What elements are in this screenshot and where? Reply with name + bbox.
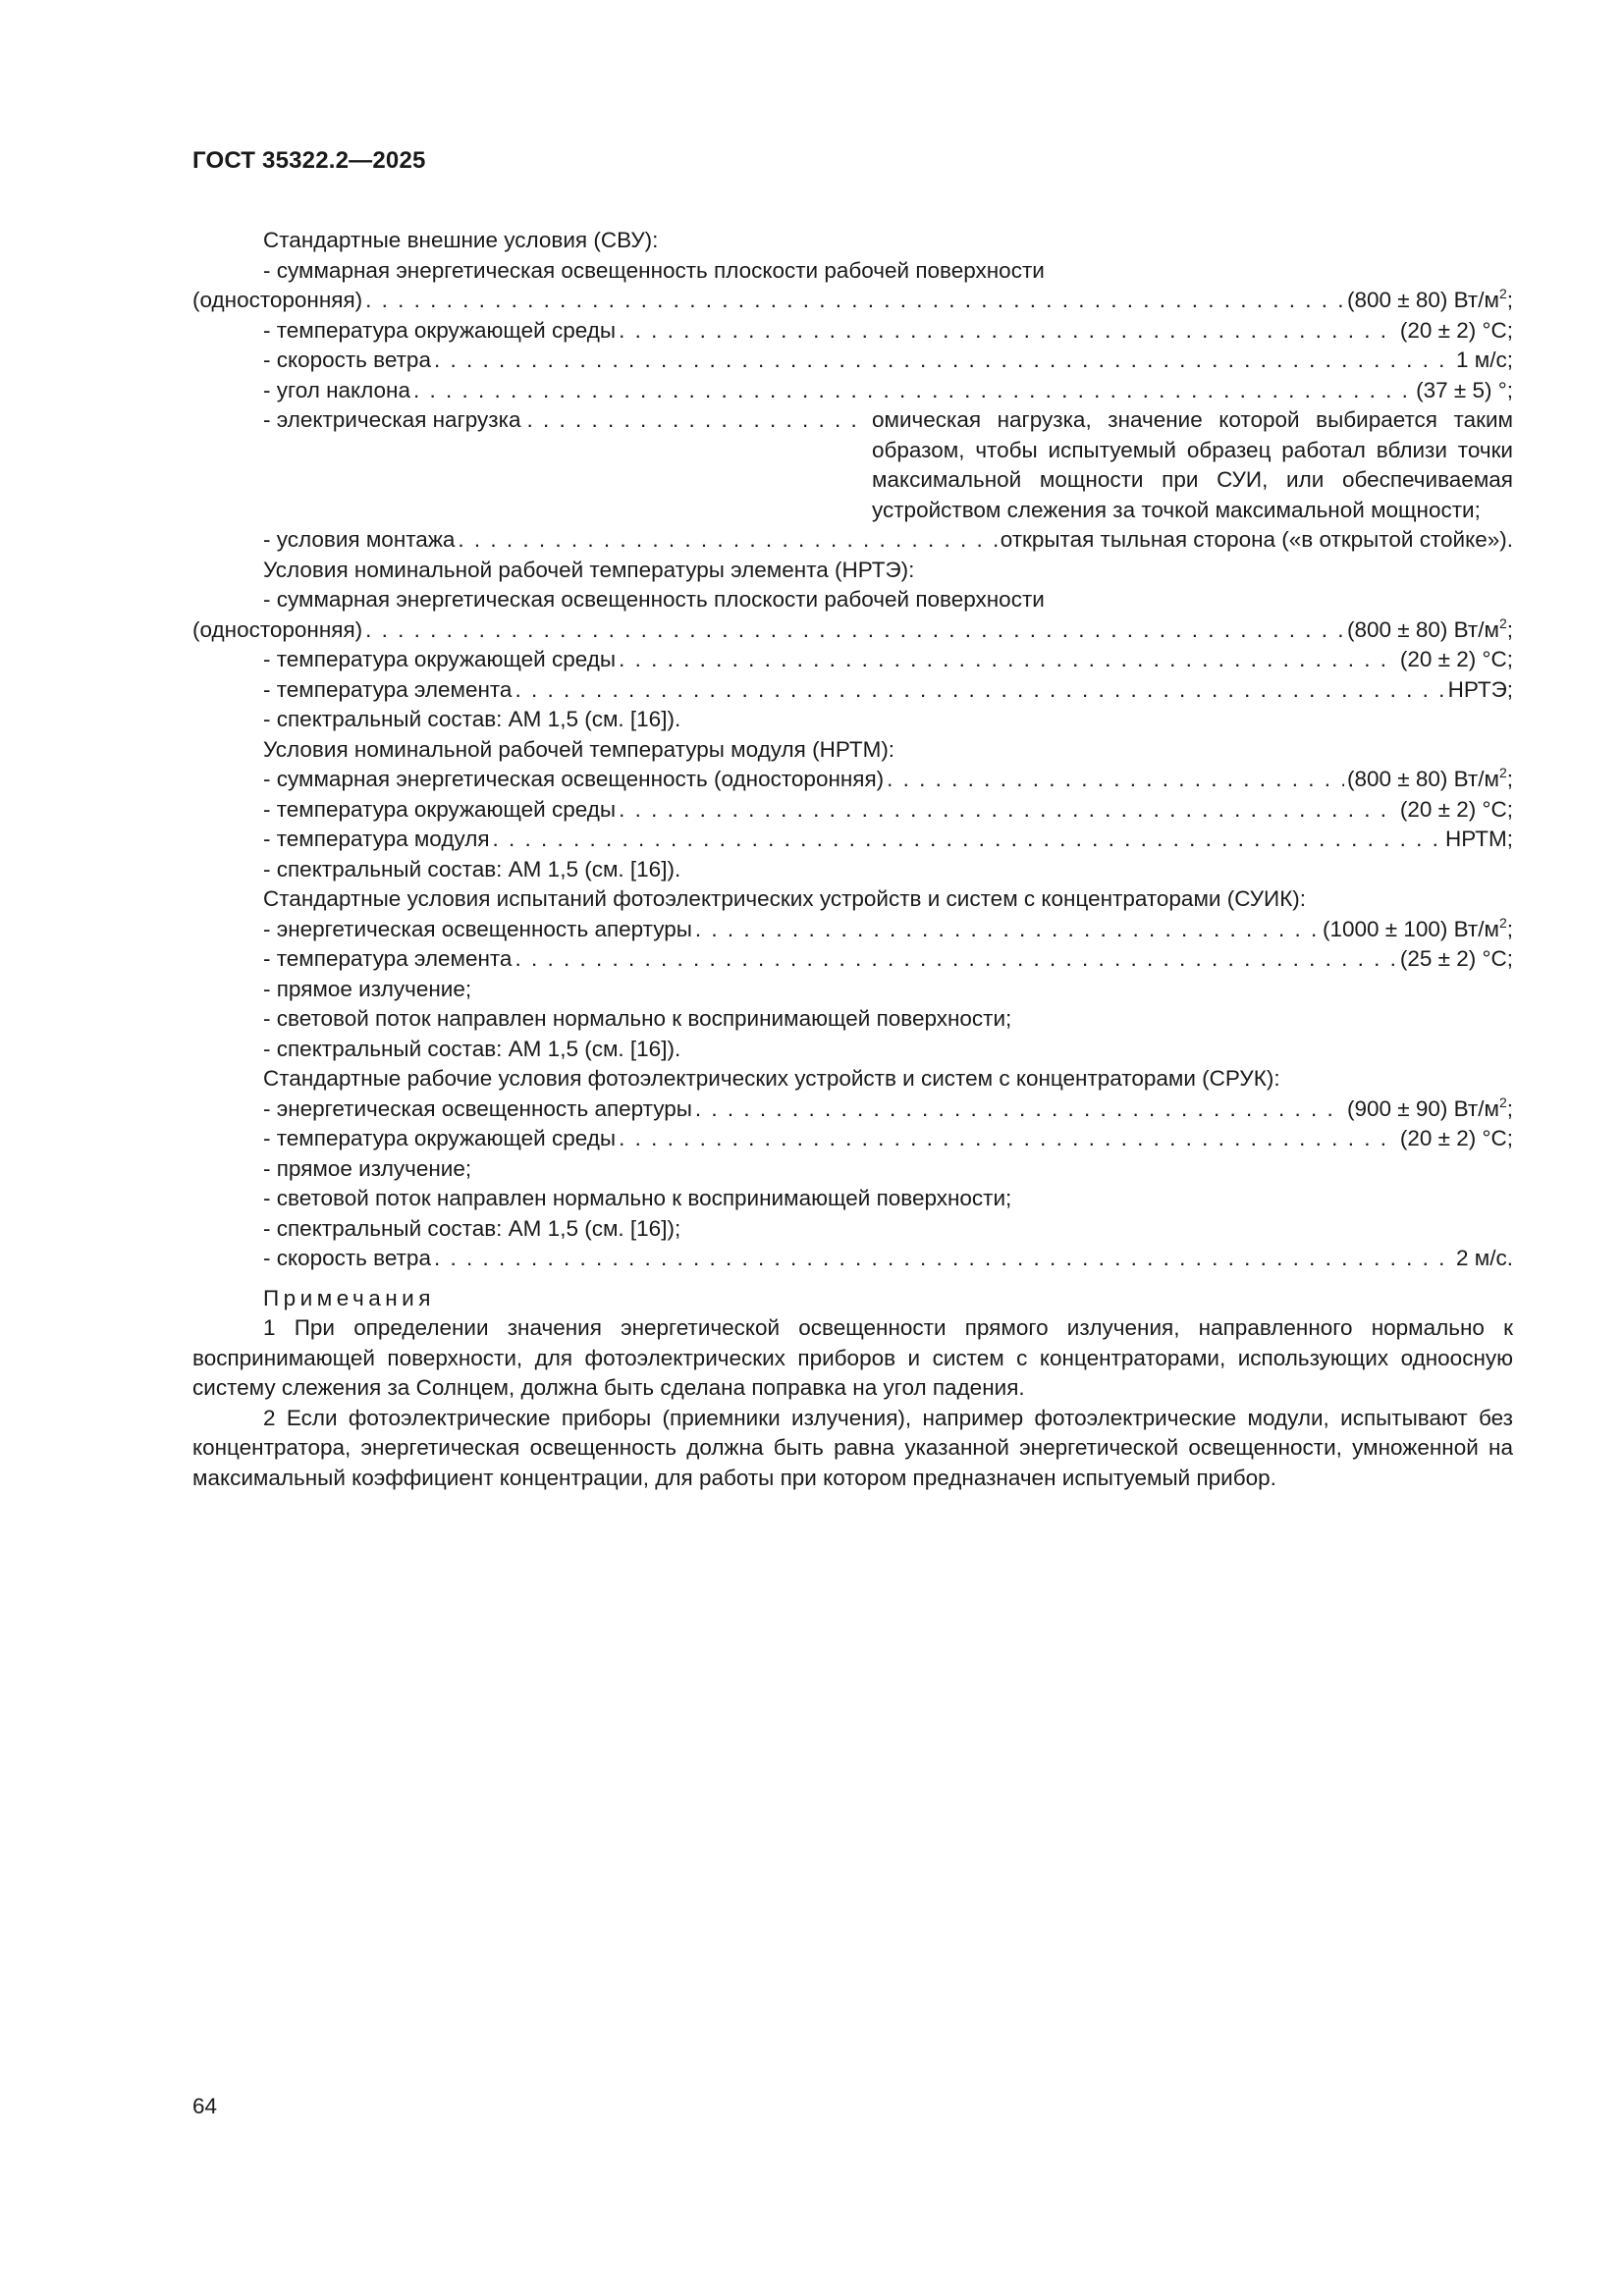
dot-leader [458,525,997,556]
dot-leader [434,346,1453,376]
svu-tilt-row: - угол наклона . . . (37 ± 5) °; [192,376,1513,406]
nrte-temperature-value: (20 ± 2) °С; [1399,647,1513,671]
suik-aperture-row: - энергетическая освещенность апертуры . . . (1000 ± 100) $Вт/м^2$; [192,915,1513,945]
sruk-wind-row: - скорость ветра . . . 2 м/с. [192,1244,1513,1274]
nrte-cell-temp-row: - температура элемента . . . НРТЭ; [192,675,1513,706]
nrtm-spectrum: - спектральный состав: АМ 1,5 (см. [16]). [263,856,681,881]
dot-leader [619,316,1397,347]
nrte-temperature-row: - температура окружающей среды . . . (20 ± 2) °С; [192,645,1513,675]
svu-mount-value: открытая тыльная сторона («в открытой стойке»). [1000,527,1513,552]
svu-irradiance-row [192,286,1513,316]
nrtm-irradiance-value: (800 ± 80) $Вт/м^2$; [1346,765,1513,791]
suik-aperture-value: (1000 ± 100) $Вт/м^2$; [1322,914,1513,941]
note-1: 1 При определении значения энергетической освещенности прямого излучения, направленного нормально к воспринимающей поверхности, для фотоэлектрических приборов и систем с концентраторами, использующих одноосную систему слежения за Солнцем, должна быть сделана поправка на угол падения. [192,1315,1513,1400]
nrte-irradiance-value: (800 ± 80) $Вт/м^2$; [1346,614,1513,642]
nrte-title: Условия номинальной рабочей температуры элемента (НРТЭ): [263,557,915,582]
dot-leader [695,915,1320,945]
nrtm-temperature-row: - температура окружающей среды . . . (20 ± 2) °С; [192,795,1513,826]
svu-title: Стандартные внешние условия (СВУ): [263,228,659,252]
suik-spectrum: - спектральный состав: АМ 1,5 (см. [16]). [263,1036,681,1061]
suik-cell-temp-row: - температура элемента . . . (25 ± 2) °С; [192,944,1513,975]
nrte-irradiance-row: (односторонняя) . . . (800 ± 80) $Вт/м^2$; [192,615,1513,646]
svu-irradiance-label: - суммарная энергетическая освещенность плоскости рабочей поверхности [263,257,1045,283]
dot-leader [514,944,1396,975]
nrte-spectrum: - спектральный состав: АМ 1,5 (см. [16]). [263,707,681,731]
document-header: ГОСТ 35322.2—2025 [192,147,426,174]
notes-title: Примечания [263,1285,435,1310]
suik-title: Стандартные условия испытаний фотоэлектрических устройств и систем с концентраторами (СУИК): [263,886,1307,911]
suik-flux: - световой поток направлен нормально к воспринимающей поверхности; [263,1006,1012,1031]
sruk-spectrum: - спектральный состав: АМ 1,5 (см. [16]); [263,1215,681,1241]
svu-irradiance-value: (800 ± 80) $Вт/м^2$; [1346,286,1513,312]
dot-leader [526,405,866,436]
dot-leader [619,645,1397,675]
dot-leader [695,1095,1344,1125]
dot-leader [887,765,1344,795]
document-body [192,226,1513,1493]
dot-leader [413,376,1413,406]
dot-leader [619,1124,1397,1154]
sruk-aperture-value: (900 ± 90) $Вт/м^2$; [1346,1094,1513,1121]
dot-leader [619,795,1397,826]
nrtm-module-temp-row: - температура модуля . . . НРТМ; [192,825,1513,855]
sruk-wind-value: 2 м/с. [1456,1246,1513,1270]
svu-tilt-value: (37 ± 5) °; [1416,377,1513,402]
dot-leader [434,1244,1453,1274]
nrte-cell-temp-value: НРТЭ; [1447,676,1513,702]
note-2: 2 Если фотоэлектрические приборы (приемники излучения), например фотоэлектрические модули, испытывают без концентратора, энергетическая освещенность должна быть равна указанной энергетической освещенности, умноженной на максимальный коэффициент концентрации, для работы при котором предназначен испытуемый прибор. [192,1405,1513,1490]
sruk-aperture-row: - энергетическая освещенность апертуры . . . (900 ± 90) $Вт/м^2$; [192,1095,1513,1125]
suik-cell-temp-value: (25 ± 2) °С; [1399,946,1513,971]
page-number: 64 [192,2094,218,2118]
sruk-title: Стандартные рабочие условия фотоэлектрических устройств и систем с концентраторами (СРУК): [263,1066,1280,1091]
nrtm-irradiance-row: - суммарная энергетическая освещенность (односторонняя) . . . (800 ± 80) $Вт/м^2$; [192,765,1513,795]
sruk-temperature-value: (20 ± 2) °С; [1399,1126,1513,1150]
dot-leader [514,675,1444,706]
sruk-temperature-row: - температура окружающей среды . . . (20 ± 2) °С; [192,1124,1513,1154]
dot-leader [365,615,1344,646]
nrte-irradiance-label: - суммарная энергетическая освещенность плоскости рабочей поверхности [263,587,1045,612]
svu-wind-value: 1 м/с; [1456,347,1513,372]
nrtm-temperature-value: (20 ± 2) °С; [1399,796,1513,822]
sruk-flux: - световой поток направлен нормально к воспринимающей поверхности; [263,1186,1012,1210]
nrtm-module-temp-value: НРТМ; [1445,827,1513,851]
svu-load-row [192,405,1513,525]
suik-direct: - прямое излучение; [263,976,472,1001]
nrtm-title: Условия номинальной рабочей температуры модуля (НРТМ): [263,736,895,762]
svu-mount-row: - условия монтажа . . . открытая тыльная сторона («в открытой стойке»). [192,525,1513,556]
svu-load-value: омическая нагрузка, значение которой выбирается таким образом, чтобы испытуемый образец работал вблизи точки максимальной мощности при СУИ, или обеспечиваемая устройством слежения за точкой максимальной мощности; [872,407,1513,522]
svu-temperature-row: - температура окружающей среды . . . (20 ± 2) °С; [192,316,1513,347]
svu-load-label: - электрическая нагрузка [263,407,521,432]
dot-leader [365,286,1344,316]
dot-leader [493,825,1442,855]
svu-temperature-value: (20 ± 2) °С; [1399,317,1513,343]
svu-irradiance-label-cont: (односторонняя) [192,288,363,312]
sruk-direct: - прямое излучение; [263,1155,472,1181]
svu-wind-row: - скорость ветра . . . 1 м/с; [192,346,1513,376]
